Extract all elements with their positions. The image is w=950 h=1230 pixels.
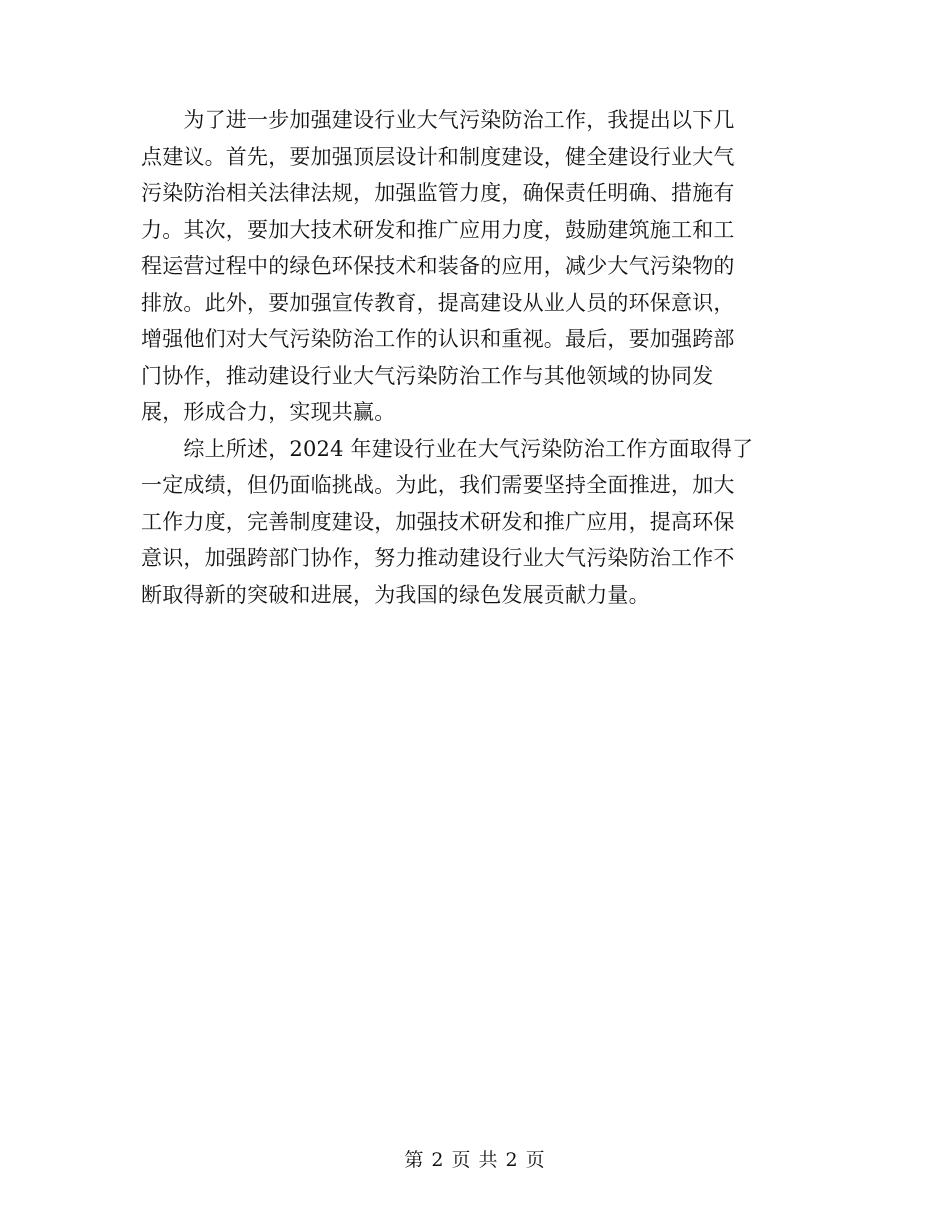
text-line: 展，形成合力，实现共赢。 — [141, 400, 396, 424]
text-line: 点建议。首先，要加强顶层设计和制度建设，健全建设行业大气 — [141, 144, 735, 169]
text-line: 为了进一步加强建设行业大气污染防治工作，我提出以下几 — [141, 108, 735, 132]
paragraph-recommendations — [141, 102, 813, 431]
text-line: 污染防治相关法律法规，加强监管力度，确保责任明确、措施有 — [141, 181, 735, 205]
document-body — [141, 102, 813, 613]
text-line: 工作力度，完善制度建设，加强技术研发和推广应用，提高环保 — [141, 509, 735, 534]
text-line: 一定成绩，但仍面临挑战。为此，我们需要坚持全面推进，加大 — [141, 473, 735, 497]
paragraph-conclusion — [141, 431, 813, 614]
text-line: 门协作，推动建设行业大气污染防治工作与其他领域的协同发 — [141, 363, 714, 388]
page-number-footer: 第 2 页 共 2 页 — [404, 1149, 546, 1171]
text-line: 增强他们对大气污染防治工作的认识和重视。最后，要加强跨部 — [141, 327, 735, 351]
text-line: 排放。此外，要加强宣传教育，提高建设从业人员的环保意识， — [141, 290, 735, 315]
text-line: 断取得新的突破和进展，为我国的绿色发展贡献力量。 — [141, 582, 650, 607]
text-line: 程运营过程中的绿色环保技术和装备的应用，减少大气污染物的 — [141, 254, 735, 278]
text-line: 意识，加强跨部门协作，努力推动建设行业大气污染防治工作不 — [141, 546, 735, 570]
text-line: 力。其次，要加大技术研发和推广应用力度，鼓励建筑施工和工 — [141, 217, 735, 242]
text-line: 综上所述，2024 年建设行业在大气污染防治工作方面取得了 — [141, 436, 754, 461]
